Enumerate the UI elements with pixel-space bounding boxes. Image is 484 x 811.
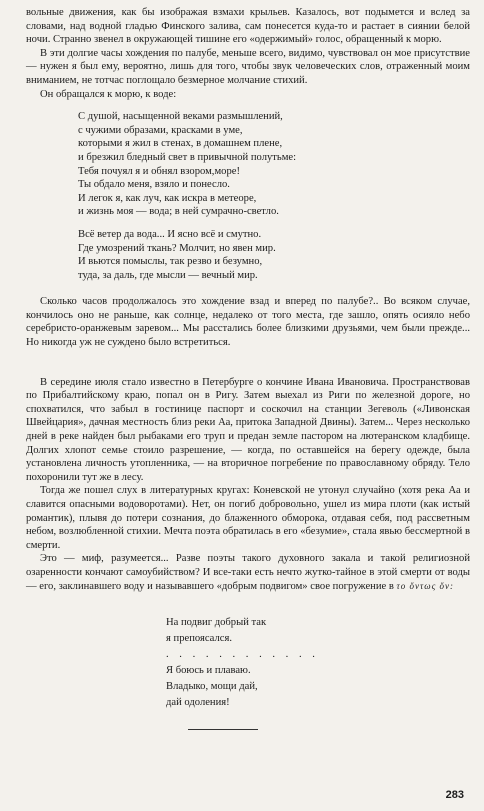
page-number: 283 bbox=[445, 789, 464, 802]
poem-quote-2 bbox=[26, 615, 470, 711]
verse-line: с чужими образами, красками в уме, bbox=[78, 124, 243, 136]
paragraph: Сколько часов продолжалось это хождение взад и вперед по палубе?.. Во всяком случае, кончилось оно не раньше, как солнце, недалеко от того места, где зашло, опять осияло небо серебристо-оранжевым заревом... Мы расстались более близкими друзьями, чем были прежде... Но никогда уж не суждено было встретиться. bbox=[26, 296, 470, 349]
poem-quote bbox=[26, 110, 470, 282]
verse-line: Я боюсь и плаваю. bbox=[166, 665, 251, 677]
paragraph: Тогда же пошел слух в литературных кругах: Коневской не утонул случайно (хотя река Аа и славится опасными водоворотами). Нет, он погиб добровольно, ушел из мира плоти (как истый романтик), плывя до потери сознания, до блаженного обморока, отдавая себя, под рассветным небом, возлюбленной стихии. Мечта поэта обратилась в его «безумие», стала явью бессмертной в смерти. bbox=[26, 485, 470, 551]
verse-line: И вьются помыслы, так резво и безумно, bbox=[78, 256, 263, 268]
verse-line: туда, за даль, где мысли — вечный мир. bbox=[78, 269, 258, 281]
verse-line: я препоясался. bbox=[166, 633, 232, 645]
verse-line: Где умозрений ткань? Молчит, но явен мир. bbox=[78, 242, 276, 254]
greek-phrase: το ὄντως ὄν: bbox=[396, 580, 454, 591]
paragraph: В середине июля стало известно в Петербурге о кончине Ивана Ивановича. Пространствовав по Прибалтийскому краю, попал он в Ригу. Затем выехал из Риги по железной дороге, но спохватился, что забыл в гостинице паспорт и соскочил на станции Зегеволь («Ливонская Швейцария», дачная местность близ реки Аа, притока Западной Двины). Затем... Через несколько дней в реке найден был рыбаками его труп и предан земле пастором на лютеранском кладбище. Долгих хлопот семье стоило разрешение, — когда, по оставшейся на берегу одежде, была установлена личность утопленника, — на вторичное погребение по православному обряду. Тело похоронили тут же в лесу. bbox=[26, 376, 470, 483]
verse-line: и жизнь моя — вода; в ней сумрачно-светло. bbox=[78, 206, 279, 218]
paragraph: Он обращался к морю, к воде: bbox=[40, 88, 177, 100]
verse-line: которыми я жил в стенах, в домашнем плене, bbox=[78, 138, 283, 150]
verse-line: На подвиг добрый так bbox=[166, 617, 267, 629]
verse-line: Ты обдало меня, взяло и понесло. bbox=[78, 179, 230, 191]
verse-line: Владыко, мощи дай, bbox=[166, 681, 258, 693]
verse-line: И легок я, как луч, как искра в метеоре, bbox=[78, 192, 257, 204]
verse-line: и брезжил бледный свет в привычной полутьме: bbox=[78, 151, 297, 163]
verse-line: Тебя почуял я и обнял взором,море! bbox=[78, 165, 240, 177]
verse-line: дай одоления! bbox=[166, 697, 230, 709]
paragraph bbox=[26, 552, 470, 593]
paragraph-text: Это — миф, разумеется... Разве поэты такого духовного закала и такой религиозной озаренности кончают самоубийством? И все-таки есть нечто жутко-тайное в этой смерти от воды — его, заклинавшего воду и называвшего «добрым подвигом» свое погружение в bbox=[26, 553, 470, 592]
ellipsis-line: . . . . . . . . . . . . bbox=[166, 649, 319, 661]
section-divider bbox=[188, 729, 258, 730]
paragraph: вольные движения, как бы изображая взмахи крыльев. Казалось, вот подымется и вслед за словами, над водной гладью Финского залива, сам понесется куда-то и растает в сиянии белой ночи. Странно звенел в окружающей тишине его «одержимый» голос, обращенный к морю. bbox=[26, 7, 470, 46]
verse-line: Всё ветер да вода... И ясно всё и смутно. bbox=[78, 228, 262, 240]
verse-line: С душой, насыщенной веками размышлений, bbox=[78, 111, 283, 123]
paragraph: В эти долгие часы хождения по палубе, меньше всего, видимо, чувствовал он мое присутствие — нужен я был ему, вероятно, лишь для того, чтобы звук человеческих слов, отраженный моим вниманием, не тотчас поглощало безмерное молчание стихий. bbox=[26, 47, 470, 86]
